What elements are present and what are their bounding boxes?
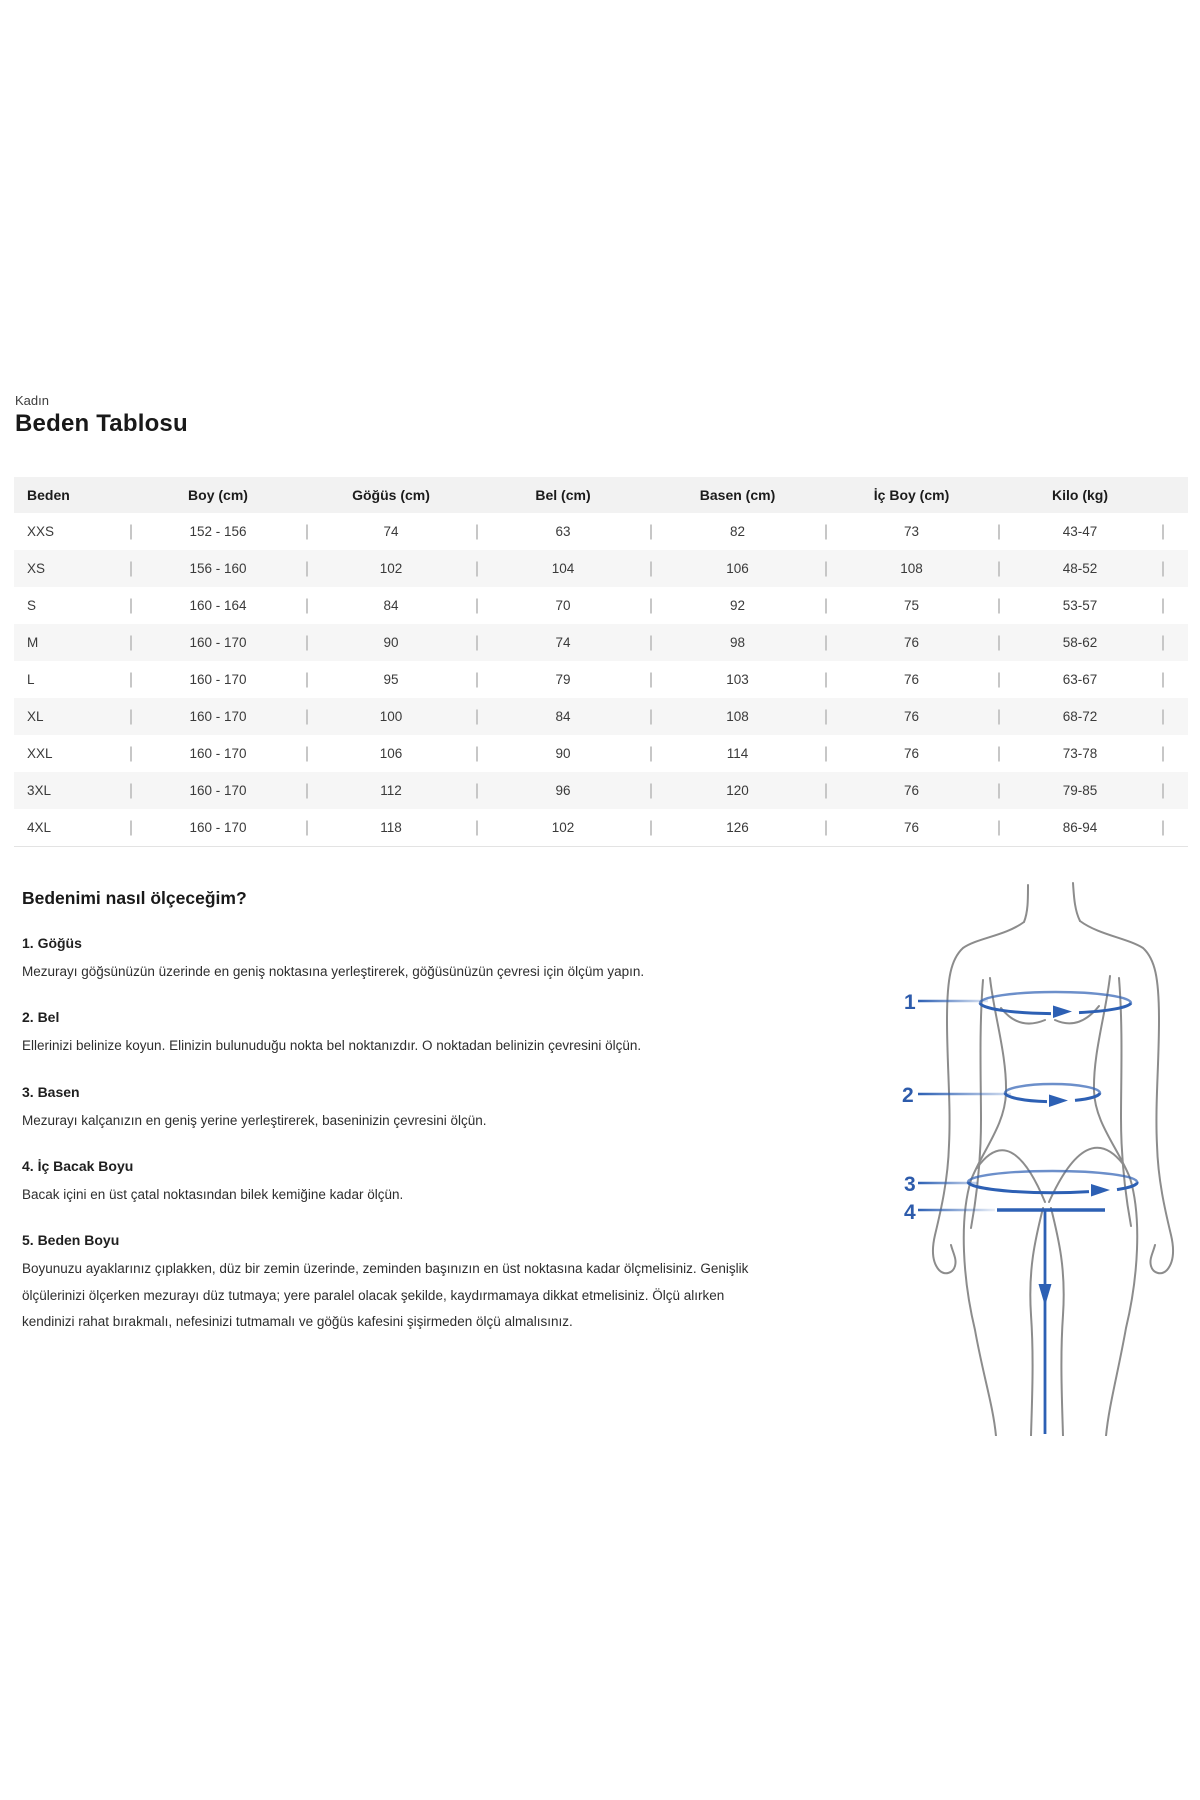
- guide-section: [22, 1158, 752, 1208]
- body-measurement-diagram: [893, 880, 1193, 1436]
- guide-section: [22, 1009, 752, 1059]
- table-cell: 68-72: [998, 709, 1162, 724]
- table-cell: 73: [825, 524, 998, 539]
- table-cell: 108: [650, 709, 825, 724]
- table-cell: 95: [306, 672, 476, 687]
- table-cell: 74: [476, 635, 650, 650]
- guide-section-heading: 4. İç Bacak Boyu: [22, 1157, 134, 1174]
- table-cell: 100: [306, 709, 476, 724]
- guide-section: [22, 935, 752, 985]
- table-cell: 75: [825, 598, 998, 613]
- table-cell: 76: [825, 709, 998, 724]
- chest-arrow-icon: [1053, 1006, 1072, 1019]
- table-cell: 4XL: [27, 820, 52, 835]
- table-cell: 73-78: [998, 746, 1162, 761]
- guide-section-heading: 3. Basen: [22, 1083, 80, 1100]
- guide-section-body: Mezurayı göğsünüzün üzerinde en geniş noktasına yerleştirerek, göğüsünüzün çevresi için ölçüm yapın.: [22, 964, 645, 979]
- table-cell: 106: [650, 561, 825, 576]
- table-cell: 160 - 170: [130, 672, 306, 687]
- table-cell: 82: [650, 524, 825, 539]
- table-cell: 92: [650, 598, 825, 613]
- table-cell: 160 - 164: [130, 598, 306, 613]
- table-cell: 120: [650, 783, 825, 798]
- table-cell: 76: [825, 635, 998, 650]
- table-cell: 102: [476, 820, 650, 835]
- guide-section-body: Bacak içini en üst çatal noktasından bilek kemiğine kadar ölçün.: [22, 1186, 404, 1202]
- guide-section-body: Mezurayı kalçanızın en geniş yerine yerleştirerek, baseninizin çevresini ölçün.: [22, 1112, 487, 1128]
- page-title: Beden Tablosu: [15, 409, 188, 437]
- table-cell: 79: [476, 672, 650, 687]
- table-row: [14, 624, 1188, 661]
- table-cell: 160 - 170: [130, 635, 306, 650]
- guide-section-heading: 2. Bel: [22, 1009, 60, 1026]
- measuring-guide: [22, 888, 752, 1359]
- column-header: Bel (cm): [535, 487, 591, 503]
- table-cell: XXS: [27, 524, 55, 539]
- table-cell: 106: [306, 746, 476, 761]
- guide-section-body: Ellerinizi belinize koyun. Elinizin bulunuduğu nokta bel noktanızdır. O noktadan belinizin çevresini ölçün.: [22, 1038, 642, 1054]
- table-cell: XL: [27, 709, 44, 724]
- table-cell: 114: [650, 746, 825, 761]
- table-row: [14, 513, 1188, 550]
- table-cell: 58-62: [998, 635, 1162, 650]
- table-cell: 160 - 170: [130, 783, 306, 798]
- guide-title: Bedenimi nasıl ölçeceğim?: [22, 888, 247, 908]
- table-cell: 76: [825, 746, 998, 761]
- column-header: Göğüs (cm): [352, 487, 430, 503]
- table-cell: 90: [476, 746, 650, 761]
- table-cell: 112: [306, 783, 476, 798]
- table-cell: 3XL: [27, 783, 52, 798]
- table-cell: 96: [476, 783, 650, 798]
- guide-section-heading: 1. Göğüs: [22, 935, 82, 951]
- table-cell: 98: [650, 635, 825, 650]
- hip-measure-ellipse: [968, 1171, 1137, 1193]
- table-cell: 152 - 156: [130, 524, 306, 539]
- hip-arrow-icon: [1091, 1184, 1110, 1197]
- table-cell: 84: [306, 598, 476, 613]
- table-cell: 156 - 160: [130, 561, 306, 576]
- table-cell: 76: [825, 783, 998, 798]
- column-header: Boy (cm): [188, 487, 248, 503]
- waist-arrow-icon: [1049, 1095, 1068, 1108]
- column-header: Basen (cm): [699, 487, 776, 503]
- measure-label-hip: 3: [904, 1173, 916, 1196]
- table-row: [14, 587, 1188, 624]
- table-cell: L: [27, 672, 35, 687]
- column-header: İç Boy (cm): [873, 487, 950, 503]
- measurement-marks: [902, 991, 1137, 1434]
- table-row: [14, 661, 1188, 698]
- table-cell: 160 - 170: [130, 746, 306, 761]
- table-cell: 102: [306, 561, 476, 576]
- measure-label-inseam: 4: [904, 1201, 916, 1224]
- body-outline: [933, 883, 1173, 1436]
- table-row: [14, 809, 1188, 846]
- table-cell: 70: [476, 598, 650, 613]
- size-table-header-row: [14, 477, 1188, 513]
- table-cell: 76: [825, 672, 998, 687]
- category-label: Kadın: [15, 393, 49, 408]
- table-cell: 63: [476, 524, 650, 539]
- table-cell: M: [27, 635, 39, 650]
- table-cell: 43-47: [998, 524, 1162, 539]
- table-row: [14, 772, 1188, 809]
- table-cell: 63-67: [998, 672, 1162, 687]
- column-header: Kilo (kg): [1052, 487, 1108, 503]
- table-cell: 108: [825, 561, 998, 576]
- table-cell: 76: [825, 820, 998, 835]
- table-cell: 86-94: [998, 820, 1162, 835]
- table-row: [14, 698, 1188, 735]
- measure-label-chest: 1: [904, 991, 916, 1014]
- table-cell: 118: [306, 820, 476, 835]
- table-cell: 48-52: [998, 561, 1162, 576]
- table-cell: XXL: [27, 746, 53, 761]
- page-header: [15, 394, 188, 438]
- table-cell: 103: [650, 672, 825, 687]
- table-cell: XS: [27, 561, 46, 576]
- guide-sections: [22, 935, 752, 1335]
- table-cell: 126: [650, 820, 825, 835]
- table-row: [14, 550, 1188, 587]
- inseam-arrow-icon: [1039, 1284, 1052, 1306]
- table-cell: 53-57: [998, 598, 1162, 613]
- guide-section-body: Boyunuzu ayaklarınız çıplakken, düz bir zemin üzerinde, zeminden başınızın en üst noktasına kadar ölçmelisiniz. Genişlik ölçülerinizi ölçerken mezurayı düz tutmaya; yere paralel olacak şekilde, kaydırmamaya dikkat etmelisiniz. Ölçü alırken kendinizi rahat bırakmalı, nefesinizi tutmamalı ve göğüs kafesini şişirmeden ölçü almalısınız.: [22, 1261, 749, 1329]
- table-cell: 90: [306, 635, 476, 650]
- guide-section: [22, 1232, 752, 1335]
- size-table: [14, 477, 1188, 847]
- table-cell: 74: [306, 524, 476, 539]
- column-header: Beden: [27, 487, 70, 503]
- table-cell: 160 - 170: [130, 709, 306, 724]
- measure-label-waist: 2: [902, 1084, 914, 1107]
- table-cell: 79-85: [998, 783, 1162, 798]
- table-row: [14, 735, 1188, 772]
- guide-section: [22, 1084, 752, 1134]
- table-cell: 84: [476, 709, 650, 724]
- table-cell: 104: [476, 561, 650, 576]
- guide-section-heading: 5. Beden Boyu: [22, 1232, 120, 1249]
- table-cell: 160 - 170: [130, 820, 306, 835]
- table-cell: S: [27, 598, 37, 613]
